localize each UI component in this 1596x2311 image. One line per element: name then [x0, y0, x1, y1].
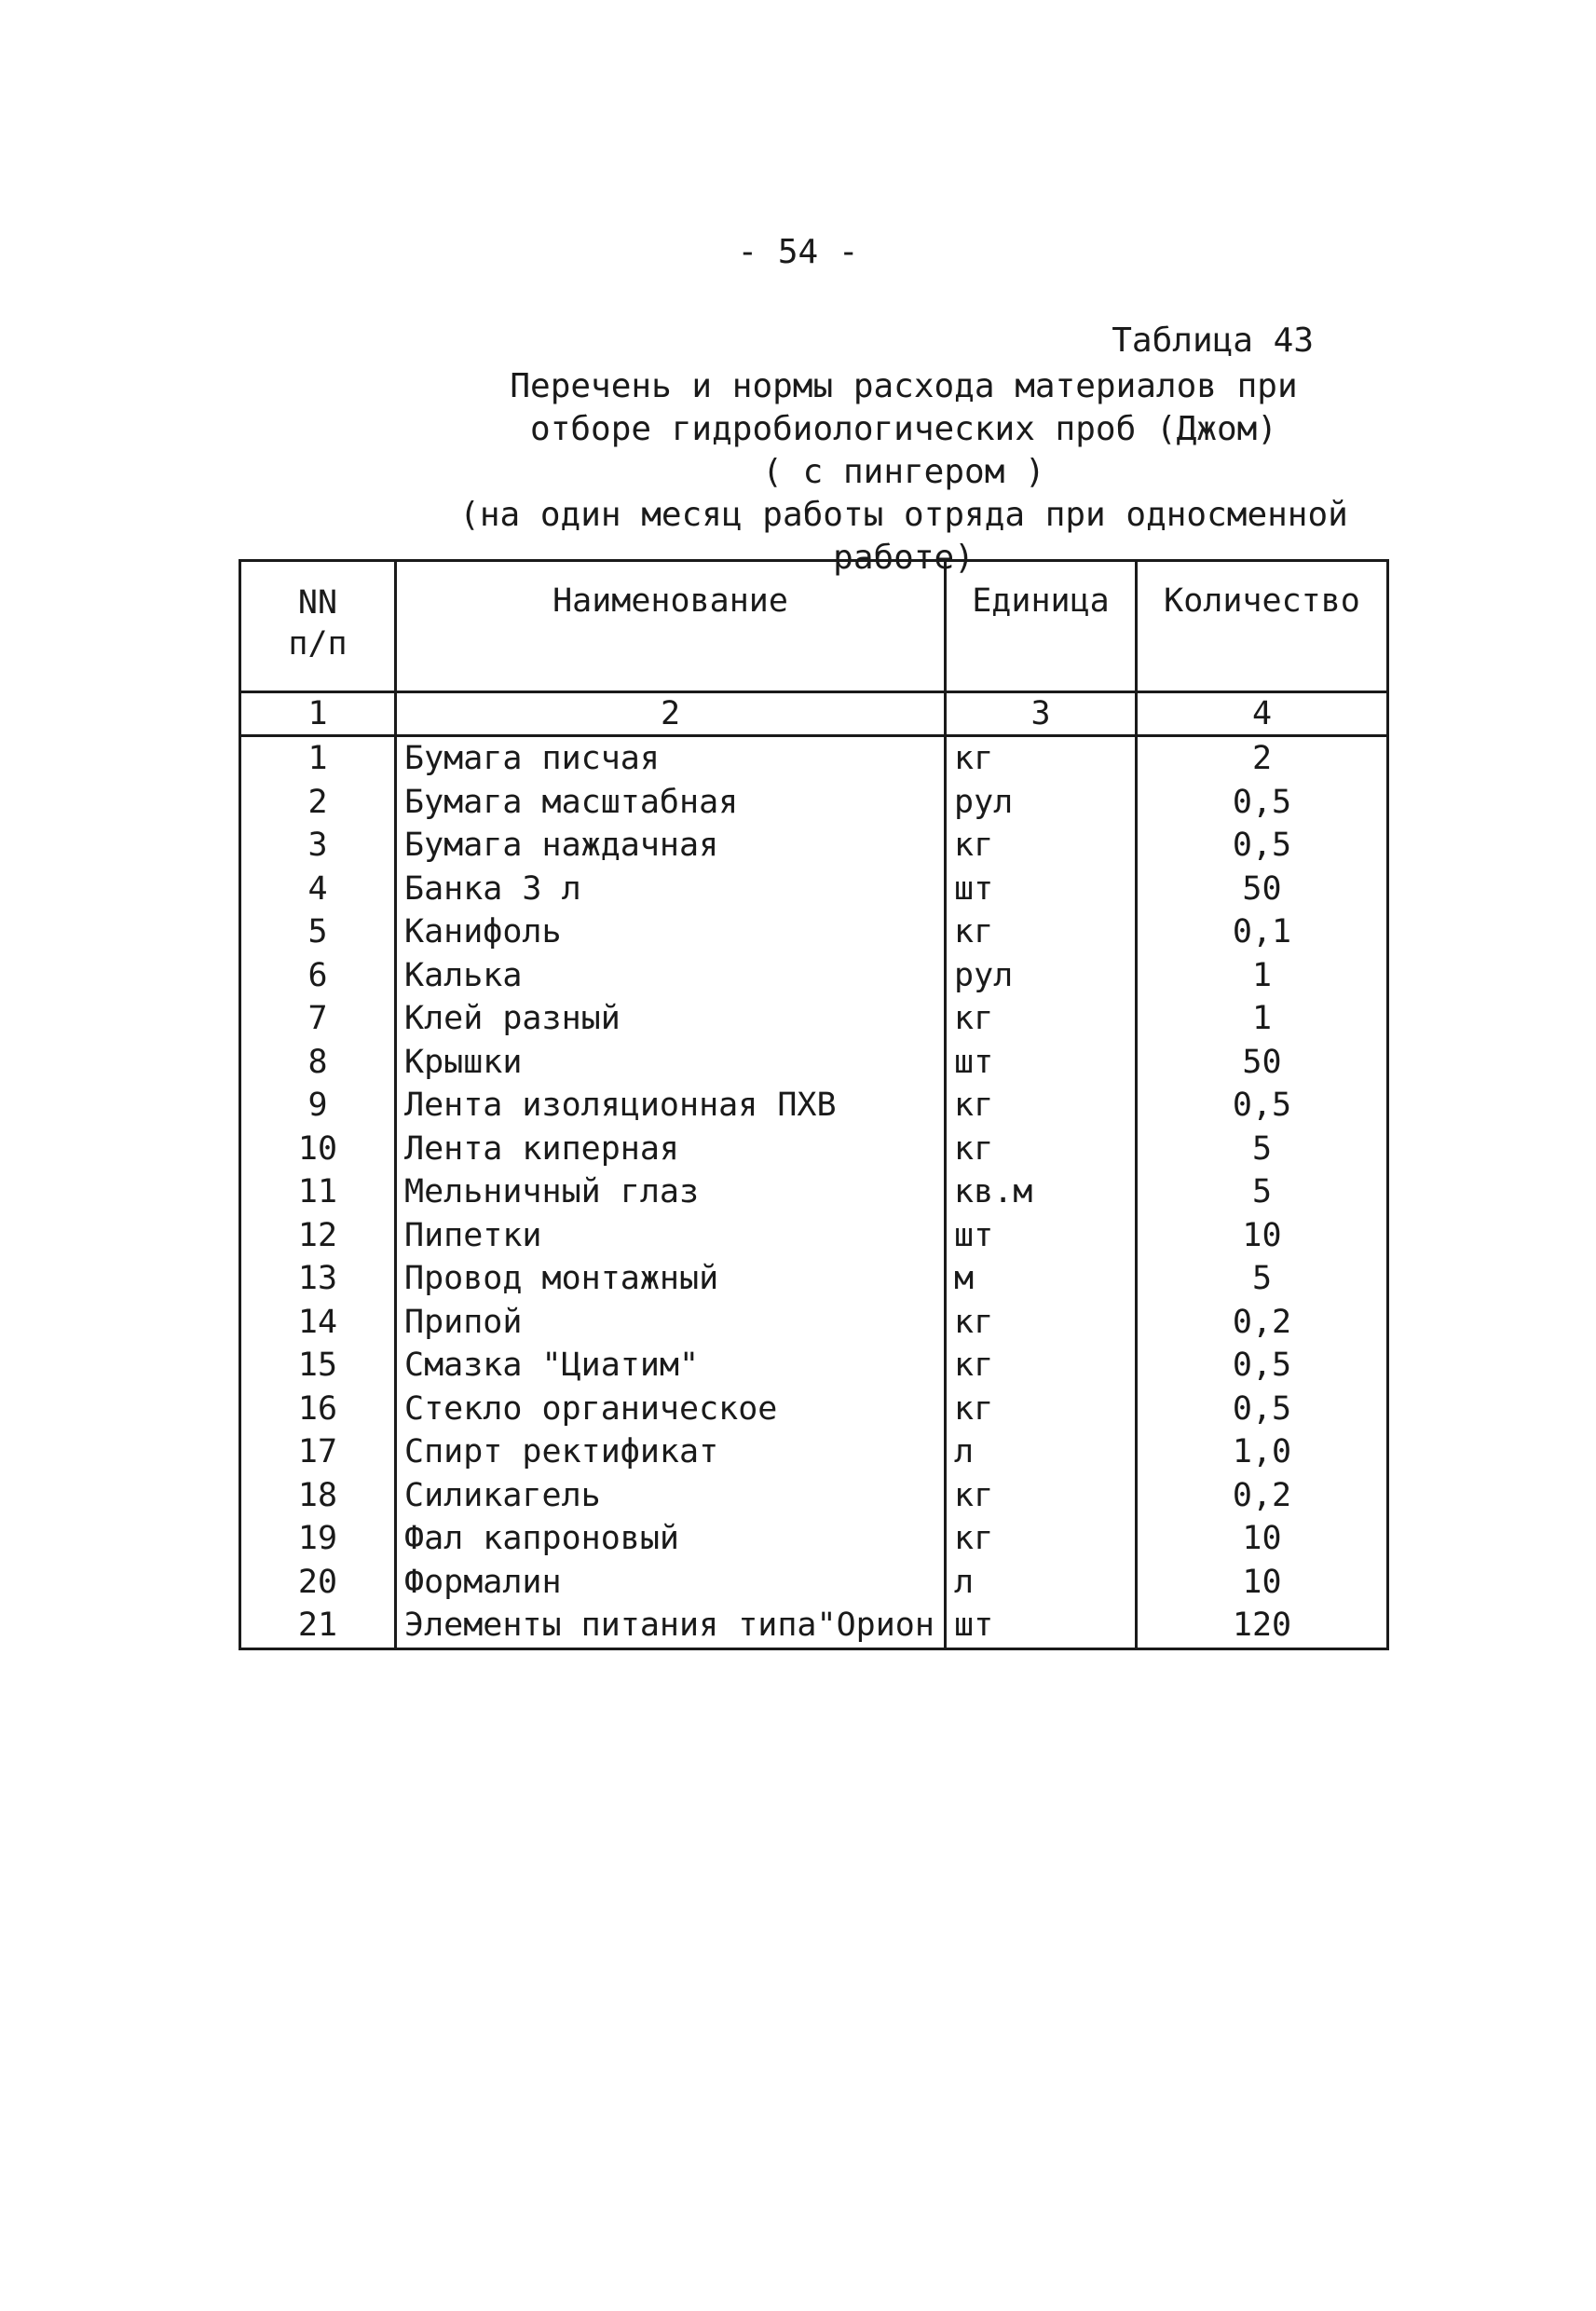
material-quantity: 1,0 [1137, 1430, 1388, 1474]
material-unit: кг [946, 736, 1137, 781]
material-unit: рул [946, 781, 1137, 825]
table-row [240, 910, 1388, 954]
header-number-line-2: п/п [288, 625, 348, 663]
material-unit: кг [946, 1517, 1137, 1561]
row-number: 18 [240, 1474, 396, 1518]
material-unit: шт [946, 868, 1137, 911]
row-number: 12 [240, 1214, 396, 1258]
table-header-row [240, 561, 1388, 692]
table-row [240, 954, 1388, 998]
material-quantity: 0,5 [1137, 1388, 1388, 1431]
material-name: Канифоль [396, 910, 946, 954]
material-unit: л [946, 1561, 1137, 1605]
row-number: 4 [240, 868, 396, 911]
material-unit: кв.м [946, 1170, 1137, 1214]
header-number-line-1: NN [297, 584, 338, 622]
material-unit: кг [946, 824, 1137, 868]
title-line-2: отборе гидробиологических проб (Джом) [530, 410, 1277, 448]
table-row [240, 736, 1388, 781]
material-quantity: 50 [1137, 868, 1388, 911]
material-unit: шт [946, 1041, 1137, 1085]
title-line-3: ( с пингером ) [762, 453, 1045, 491]
table-row [240, 1084, 1388, 1128]
column-number-row [240, 692, 1388, 736]
table-row [240, 1257, 1388, 1301]
material-unit: шт [946, 1604, 1137, 1648]
material-name: Бумага наждачная [396, 824, 946, 868]
material-quantity: 10 [1137, 1214, 1388, 1258]
page-number: - 54 - [737, 233, 859, 271]
table-row [240, 1604, 1388, 1648]
material-quantity: 10 [1137, 1561, 1388, 1605]
material-name: Стекло органическое [396, 1388, 946, 1431]
title-line-1: Перечень и нормы расхода материалов при [510, 367, 1298, 405]
material-name: Смазка "Циатим" [396, 1344, 946, 1388]
material-name: Пипетки [396, 1214, 946, 1258]
row-number: 3 [240, 824, 396, 868]
material-unit: кг [946, 1388, 1137, 1431]
material-quantity: 50 [1137, 1041, 1388, 1085]
header-number [240, 561, 396, 692]
material-quantity: 0,5 [1137, 1084, 1388, 1128]
material-quantity: 0,2 [1137, 1474, 1388, 1518]
material-name: Формалин [396, 1561, 946, 1605]
row-number: 8 [240, 1041, 396, 1085]
material-name: Спирт ректификат [396, 1430, 946, 1474]
table-row [240, 1170, 1388, 1214]
table-row [240, 1474, 1388, 1518]
material-name: Элементы питания типа"Орион [396, 1604, 946, 1648]
material-name: Калька [396, 954, 946, 998]
header-quantity: Количество [1137, 561, 1388, 692]
table-row [240, 1041, 1388, 1085]
row-number: 14 [240, 1301, 396, 1345]
row-number: 20 [240, 1561, 396, 1605]
table-row [240, 868, 1388, 911]
material-unit: шт [946, 1214, 1137, 1258]
row-number: 6 [240, 954, 396, 998]
material-name: Клей разный [396, 997, 946, 1041]
row-number: 11 [240, 1170, 396, 1214]
material-unit: кг [946, 1084, 1137, 1128]
row-number: 10 [240, 1128, 396, 1171]
column-number: 2 [396, 692, 946, 736]
table-body [240, 736, 1388, 1649]
material-name: Банка 3 л [396, 868, 946, 911]
table-row [240, 1430, 1388, 1474]
row-number: 2 [240, 781, 396, 825]
material-name: Бумага масштабная [396, 781, 946, 825]
title-line-4: (на один месяц работы отряда при односменной работе) [459, 496, 1348, 577]
table-row [240, 1561, 1388, 1605]
row-number: 16 [240, 1388, 396, 1431]
material-unit: кг [946, 1344, 1137, 1388]
material-unit: л [946, 1430, 1137, 1474]
table-row [240, 1344, 1388, 1388]
material-quantity: 10 [1137, 1517, 1388, 1561]
row-number: 1 [240, 736, 396, 781]
material-quantity: 0,2 [1137, 1301, 1388, 1345]
material-unit: кг [946, 1301, 1137, 1345]
material-quantity: 5 [1137, 1170, 1388, 1214]
material-unit: кг [946, 997, 1137, 1041]
table-row [240, 1388, 1388, 1431]
table-row [240, 824, 1388, 868]
header-unit: Единица [946, 561, 1137, 692]
material-quantity: 5 [1137, 1128, 1388, 1171]
material-quantity: 120 [1137, 1604, 1388, 1648]
material-quantity: 0,5 [1137, 1344, 1388, 1388]
row-number: 17 [240, 1430, 396, 1474]
column-number: 4 [1137, 692, 1388, 736]
material-quantity: 2 [1137, 736, 1388, 781]
material-name: Лента изоляционная ПХВ [396, 1084, 946, 1128]
row-number: 9 [240, 1084, 396, 1128]
table-row [240, 1128, 1388, 1171]
material-unit: м [946, 1257, 1137, 1301]
material-quantity: 0,5 [1137, 781, 1388, 825]
material-quantity: 1 [1137, 997, 1388, 1041]
material-unit: кг [946, 910, 1137, 954]
column-number: 1 [240, 692, 396, 736]
materials-table [239, 559, 1389, 1650]
material-name: Фал капроновый [396, 1517, 946, 1561]
table-row [240, 781, 1388, 825]
row-number: 19 [240, 1517, 396, 1561]
table-row [240, 1517, 1388, 1561]
table-label: Таблица 43 [1112, 321, 1314, 360]
table-row [240, 1214, 1388, 1258]
material-quantity: 0,1 [1137, 910, 1388, 954]
material-name: Лента киперная [396, 1128, 946, 1171]
material-name: Провод монтажный [396, 1257, 946, 1301]
table-row [240, 997, 1388, 1041]
header-name: Наименование [396, 561, 946, 692]
table-row [240, 1301, 1388, 1345]
material-unit: кг [946, 1128, 1137, 1171]
material-unit: кг [946, 1474, 1137, 1518]
row-number: 15 [240, 1344, 396, 1388]
material-name: Припой [396, 1301, 946, 1345]
material-unit: рул [946, 954, 1137, 998]
material-quantity: 5 [1137, 1257, 1388, 1301]
material-name: Крышки [396, 1041, 946, 1085]
material-name: Мельничный глаз [396, 1170, 946, 1214]
material-name: Силикагель [396, 1474, 946, 1518]
row-number: 21 [240, 1604, 396, 1648]
row-number: 5 [240, 910, 396, 954]
row-number: 7 [240, 997, 396, 1041]
material-quantity: 1 [1137, 954, 1388, 998]
material-name: Бумага писчая [396, 736, 946, 781]
table-title [391, 365, 1416, 580]
material-quantity: 0,5 [1137, 824, 1388, 868]
column-number: 3 [946, 692, 1137, 736]
row-number: 13 [240, 1257, 396, 1301]
